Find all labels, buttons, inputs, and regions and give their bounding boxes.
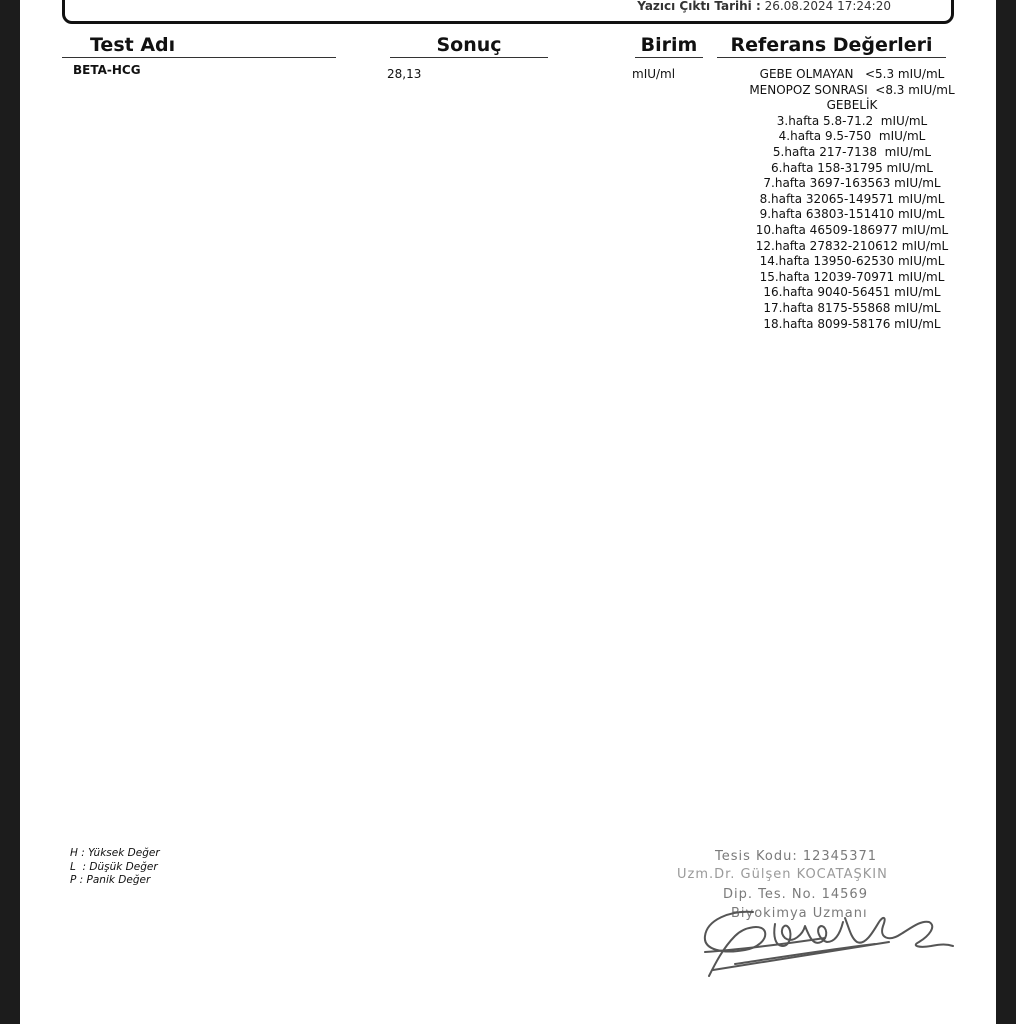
- print-date-label: Yazıcı Çıktı Tarihi :: [637, 0, 761, 13]
- reference-line: 14.hafta 13950-62530 mIU/mL: [759, 254, 945, 269]
- legend-low: L : Düşük Değer: [70, 860, 158, 873]
- print-date: [637, 0, 891, 13]
- reference-line: GEBELİK: [826, 98, 878, 113]
- reference-line: 16.hafta 9040-56451 mIU/mL: [763, 285, 941, 300]
- reference-line: 9.hafta 63803-151410 mIU/mL: [759, 207, 945, 222]
- doctor-stamp: [675, 847, 965, 987]
- reference-line: 12.hafta 27832-210612 mIU/mL: [755, 238, 949, 253]
- report-page: [20, 0, 996, 1024]
- stamp-diploma-no: Dip. Tes. No. 14569: [723, 887, 868, 902]
- reference-line: 10.hafta 46509-186977 mIU/mL: [755, 222, 949, 237]
- handwritten-signature: [675, 892, 965, 982]
- print-date-value: 26.08.2024 17:24:20: [764, 0, 891, 13]
- reference-line: 8.hafta 32065-149571 mIU/mL: [759, 191, 945, 206]
- test-unit: mIU/ml: [632, 67, 676, 81]
- legend-high: H : Yüksek Değer: [70, 847, 160, 859]
- reference-line: 15.hafta 12039-70971 mIU/mL: [759, 269, 945, 284]
- test-name: BETA-HCG: [73, 63, 141, 77]
- legend-panic: P : Panik Değer: [70, 874, 151, 886]
- reference-line: 5.hafta 217-7138 mIU/mL: [772, 144, 932, 159]
- reference-line: 3.hafta 5.8-71.2 mIU/mL: [776, 113, 928, 128]
- reference-line: 6.hafta 158-31795 mIU/mL: [771, 160, 933, 175]
- reference-line: 4.hafta 9.5-750 mIU/mL: [778, 129, 926, 144]
- report-header-box: [62, 0, 954, 24]
- flag-legend: [70, 847, 160, 888]
- column-header-test: Test Adı: [62, 34, 336, 58]
- column-header-result: Sonuç: [390, 34, 548, 58]
- reference-values-list: [720, 67, 984, 332]
- stamp-specialty: Biyokimya Uzmanı: [731, 906, 868, 921]
- test-result: 28,13: [387, 67, 422, 81]
- reference-line: 17.hafta 8175-55868 mIU/mL: [763, 300, 941, 315]
- reference-line: GEBE OLMAYAN <5.3 mIU/mL: [759, 67, 945, 81]
- stamp-doctor-name: Uzm.Dr. Gülşen KOCATAŞKIN: [677, 867, 888, 882]
- reference-line: 7.hafta 3697-163563 mIU/mL: [763, 176, 941, 191]
- column-header-reference: Referans Değerleri: [717, 34, 946, 58]
- reference-line: 18.hafta 8099-58176 mIU/mL: [763, 316, 941, 331]
- reference-line: MENOPOZ SONRASI <8.3 mIU/mL: [749, 82, 955, 97]
- stamp-facility-code: Tesis Kodu: 12345371: [715, 849, 878, 864]
- column-header-unit: Birim: [635, 34, 703, 58]
